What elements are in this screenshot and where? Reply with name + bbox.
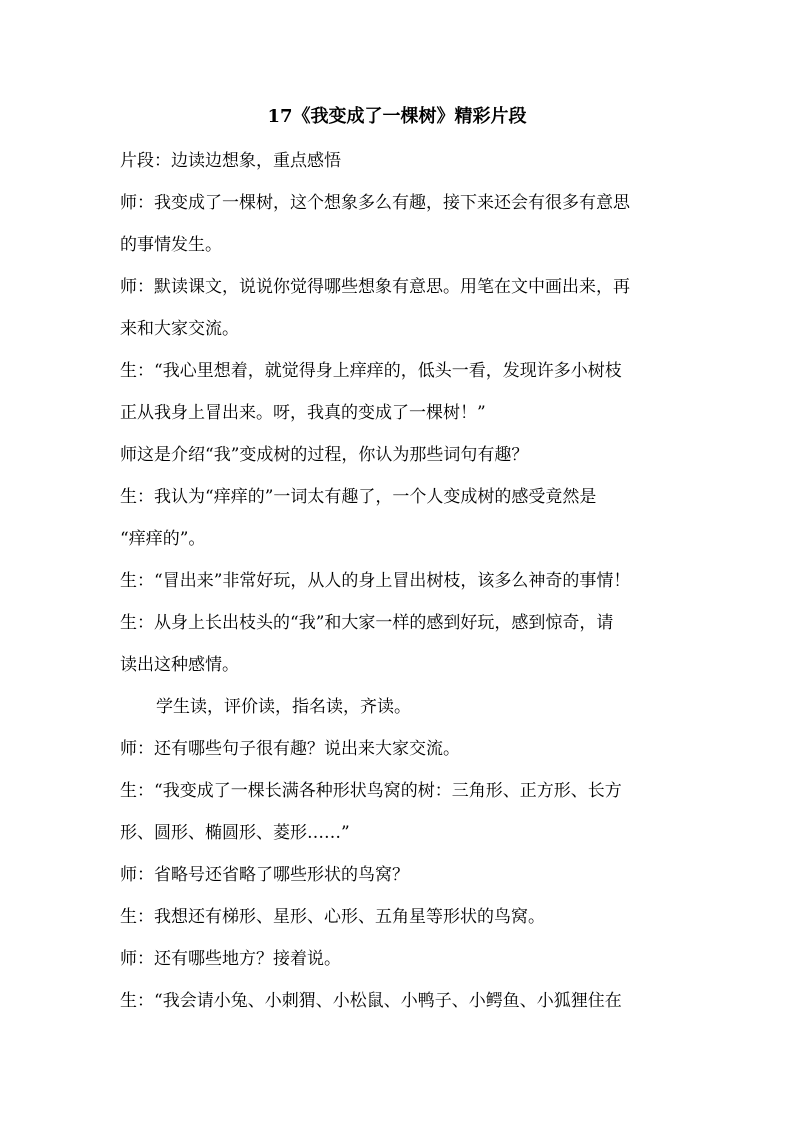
paragraph-line: 生：“我会请小兔、小刺猬、小松鼠、小鸭子、小鳄鱼、小狐狸住在 [120,991,622,1011]
paragraph-line: 师：我变成了一棵树，这个想象多么有趣，接下来还会有很多有意思 [120,193,630,213]
document-body [120,140,700,1022]
paragraph-line: 生：“冒出来”非常好玩，从人的身上冒出树枝，该多么神奇的事情！ [120,571,631,591]
paragraph-line: 来和大家交流。 [120,319,239,339]
document-title: 17《我变成了一棵树》精彩片段 [267,106,527,127]
paragraph-line: 学生读，评价读，指名读，齐读。 [156,697,411,717]
paragraph-line: 生：我认为“痒痒的”一词太有趣了，一个人变成树的感受竟然是 [120,487,597,507]
paragraph-line: 师：还有哪些地方？接着说。 [120,949,341,969]
paragraph-line: 片段：边读边想象，重点感悟 [120,151,341,171]
paragraph-line: 正从我身上冒出来。呀，我真的变成了一棵树！” [120,403,486,423]
paragraph-line: 生：我想还有梯形、星形、心形、五角星等形状的鸟窝。 [120,907,545,927]
paragraph-line: 生：从身上长出枝头的“我”和大家一样的感到好玩，感到惊奇，请 [120,613,614,633]
paragraph-line: 形、圆形、椭圆形、菱形……” [120,823,350,843]
paragraph-line: 的事情发生。 [120,235,222,255]
paragraph-line: 师：省略号还省略了哪些形状的鸟窝？ [120,865,409,885]
paragraph-line: 读出这种感情。 [120,655,239,675]
paragraph-line: 生：“我心里想着，就觉得身上痒痒的，低头一看，发现许多小树枝 [120,361,622,381]
paragraph-line: 师：默读课文，说说你觉得哪些想象有意思。用笔在文中画出来，再 [120,277,630,297]
paragraph-line: “痒痒的”。 [120,529,206,549]
paragraph-line: 生：“我变成了一棵长满各种形状鸟窝的树：三角形、正方形、长方 [120,781,622,801]
paragraph-line: 师这是介绍“我”变成树的过程，你认为那些词句有趣？ [120,445,529,465]
paragraph-line: 师：还有哪些句子很有趣？说出来大家交流。 [120,739,460,759]
